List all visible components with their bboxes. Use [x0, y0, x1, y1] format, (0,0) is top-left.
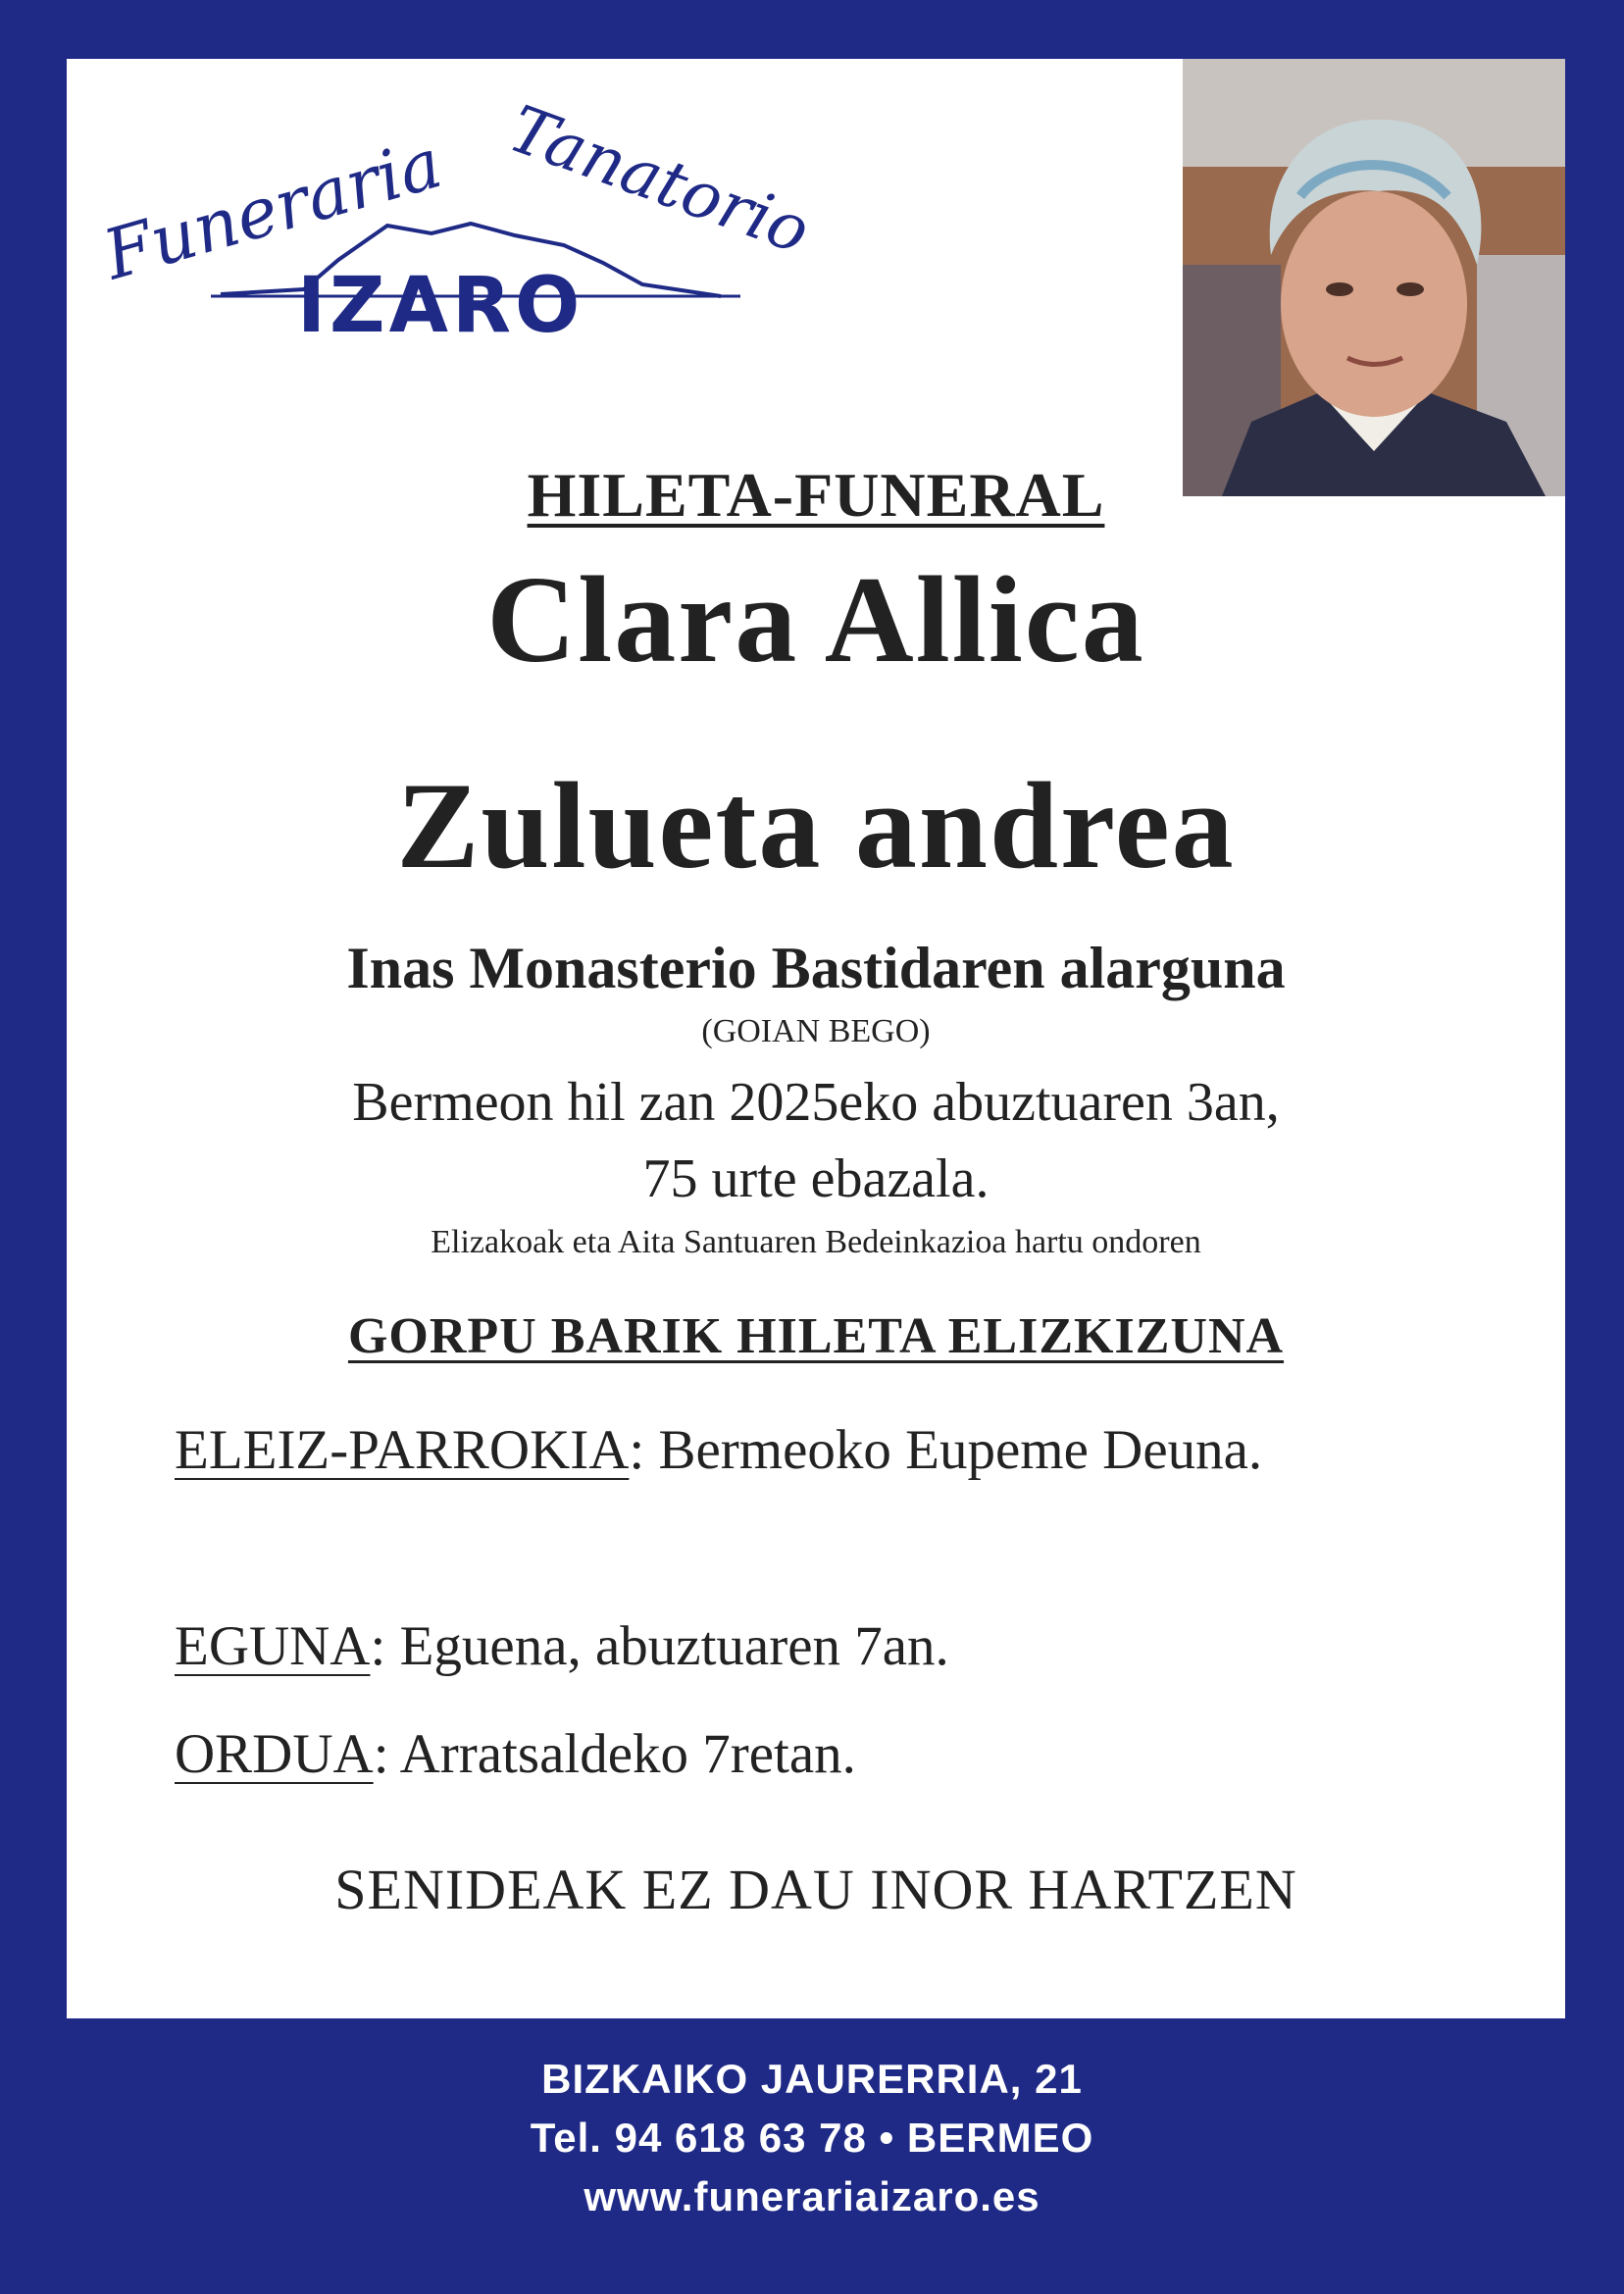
church-label: ELEIZ-PARROKIA	[175, 1419, 630, 1481]
deceased-name-line2: Zulueta andrea	[396, 758, 1236, 894]
sacraments-note: Elizakoak eta Aita Santuaren Bedeinkazioa hartu ondoren	[431, 1224, 1201, 1260]
funeral-home-logo	[93, 88, 838, 373]
logo-line2: Tanatorio	[499, 90, 820, 270]
day-detail	[175, 1605, 1400, 1689]
day-label: EGUNA	[175, 1615, 371, 1677]
logo-brand: IZARO	[297, 262, 584, 350]
day-value: : Eguena, abuztuaren 7an.	[370, 1615, 949, 1677]
church-value: : Bermeoko Eupeme Deuna.	[629, 1419, 1263, 1481]
death-line1: Bermeon hil zan 2025eko abuztuaren 3an,	[352, 1072, 1280, 1133]
deceased-name-line1: Clara Allica	[486, 552, 1145, 688]
nickname: (GOIAN BEGO)	[701, 1013, 931, 1049]
footer-website: www.funerariaizaro.es	[584, 2173, 1040, 2219]
church-detail	[175, 1408, 1400, 1493]
logo-line1: Funeraria	[95, 123, 450, 296]
time-label: ORDUA	[175, 1723, 374, 1785]
death-notice	[67, 1064, 1565, 1217]
widow-of: Inas Monasterio Bastidaren alarguna	[346, 936, 1286, 1000]
time-value: : Arratsaldeko 7retan.	[373, 1723, 856, 1785]
page-heading: HILETA-FUNERAL	[527, 460, 1105, 530]
time-detail	[175, 1712, 1400, 1797]
footer-phone: Tel. 94 618 63 78 • BERMEO	[530, 2115, 1094, 2161]
closing-note: SENIDEAK EZ DAU INOR HARTZEN	[334, 1858, 1297, 1921]
death-line2: 75 urte ebazala.	[642, 1148, 990, 1209]
footer-address: BIZKAIKO JAURERRIA, 21	[541, 2056, 1083, 2102]
deceased-portrait	[1183, 59, 1565, 496]
footer-contact	[0, 2050, 1624, 2226]
service-title: GORPU BARIK HILETA ELIZKIZUNA	[347, 1308, 1285, 1364]
